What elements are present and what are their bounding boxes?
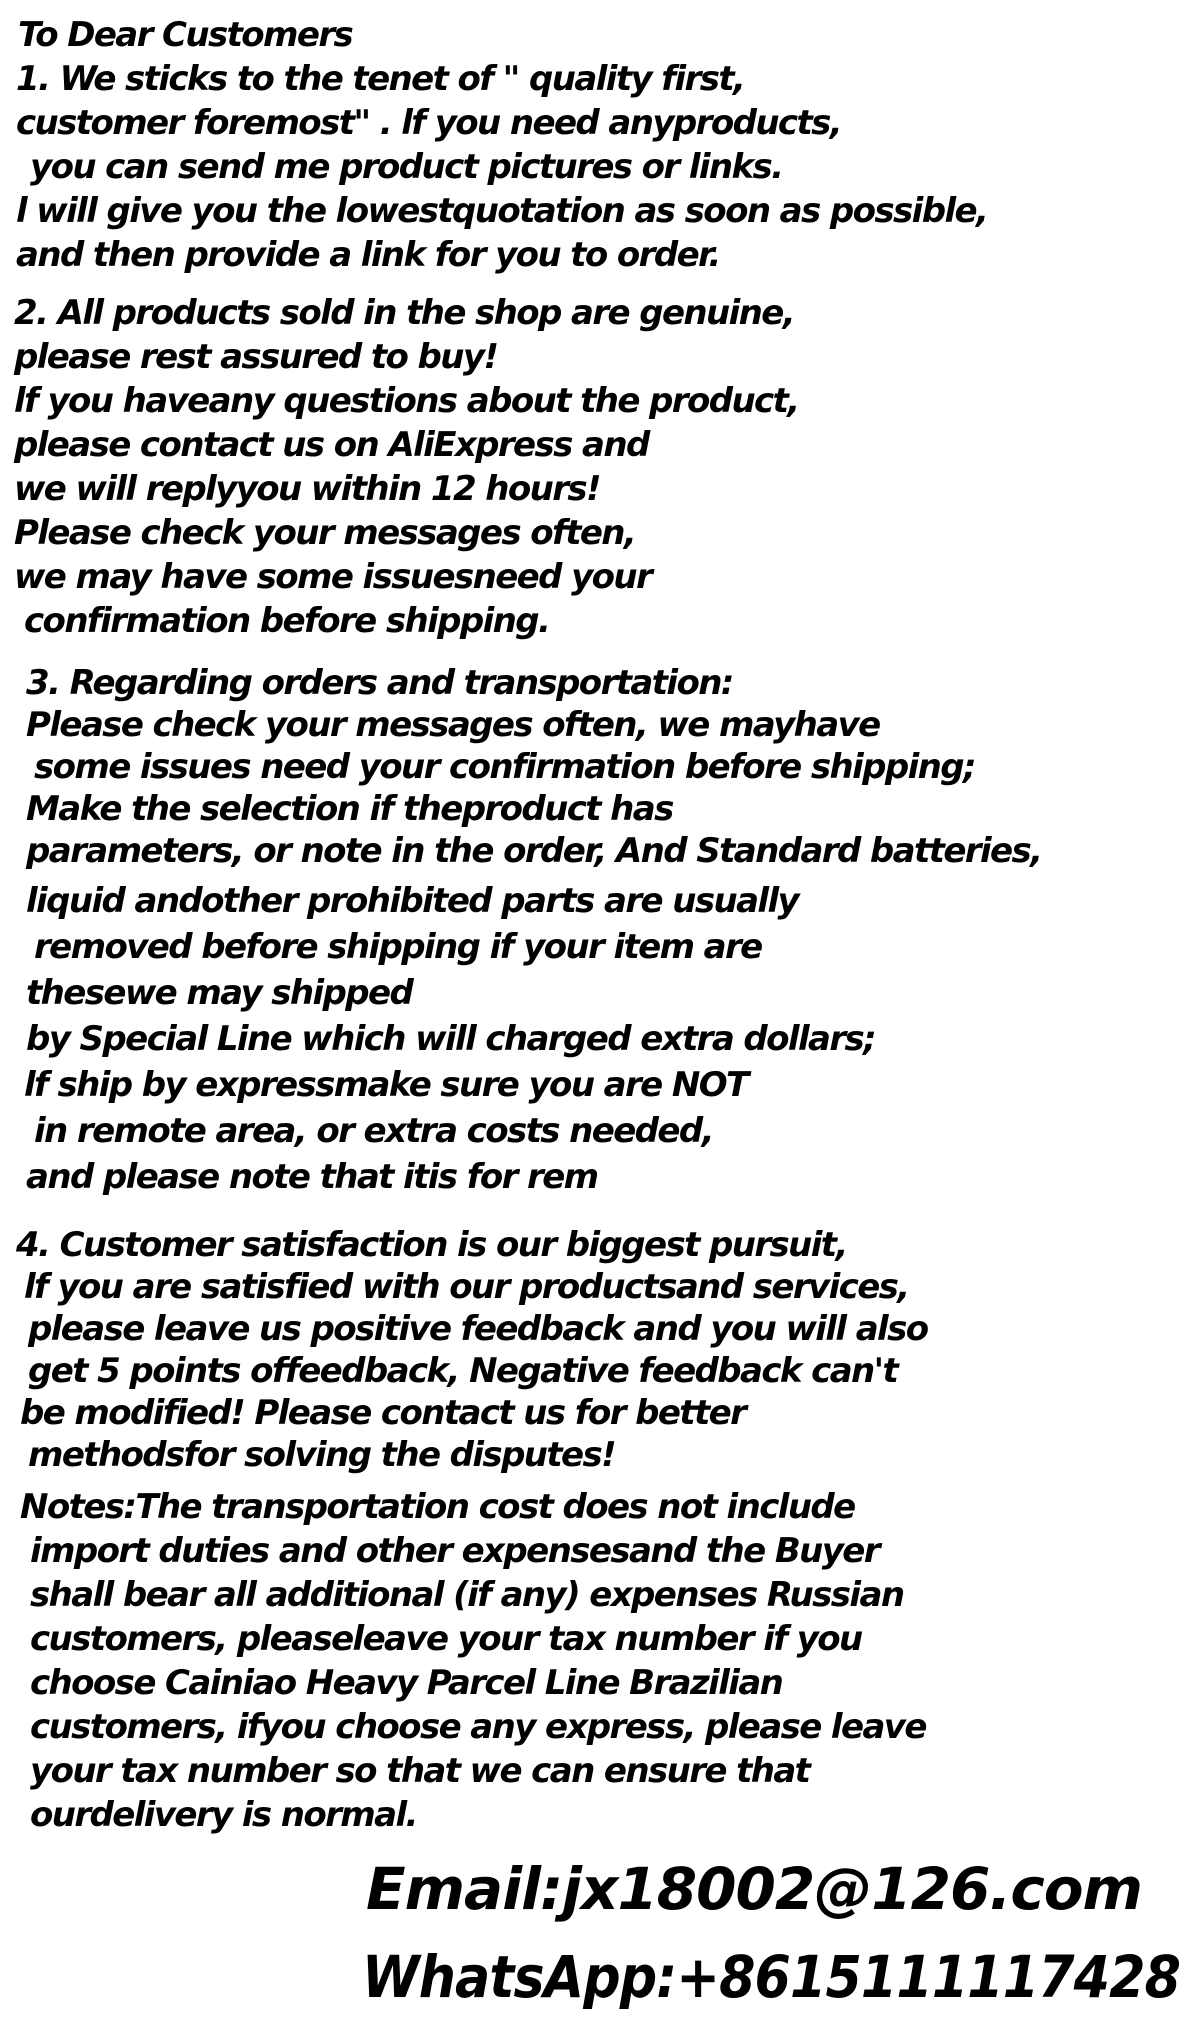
section2-line: Please check your messages often, [14,513,636,553]
section3-line: by Special Line which will charged extra dollars; [26,1019,876,1059]
section1-line: 1. We sticks to the tenet of " quality first, [16,59,745,99]
notes-line: ourdelivery is normal. [30,1795,417,1835]
section3-line: parameters, or note in the order, And Standard batteries, [26,831,1042,871]
section2-line: confirmation before shipping. [24,601,550,641]
section2-line: please rest assured to buy! [14,337,498,377]
notes-line: your tax number so that we can ensure that [30,1751,810,1791]
section4-line: be modified! Please contact us for better [20,1393,746,1433]
section2-line: please contact us on AliExpress and [14,425,649,465]
section3-line: and please note that itis for rem [26,1157,598,1197]
section1-line: l will give you the lowestquotation as soon as possible, [16,191,988,231]
notes-line: import duties and other expensesand the Buyer [30,1531,879,1571]
section4-line: methodsfor solving the disputes! [28,1435,616,1475]
section2-line: lf you haveany questions about the product, [14,381,799,421]
notes-line: choose Cainiao Heavy Parcel Line Brazilian [30,1663,783,1703]
section1-line: and then provide a link for you to order. [16,235,720,275]
notes-line: Notes:The transportation cost does not include [20,1487,855,1527]
section3-line: thesewe may shipped [26,973,413,1013]
contact-email: Email:jx18002@126.com [366,1855,1142,1923]
notice-title: To Dear Customers [18,15,353,55]
section4-line: please leave us positive feedback and you will also [28,1309,928,1349]
section2-line: 2. All products sold in the shop are genuine, [14,293,795,333]
notes-line: customers, pleaseleave your tax number if you [30,1619,862,1659]
contact-whatsapp: WhatsApp:+8615111117428 [362,1943,1181,2011]
notes-line: shall bear all additional (if any) expenses Russian [30,1575,904,1615]
section4-line: get 5 points offeedback, Negative feedback can't [28,1351,898,1391]
notes-line: customers, ifyou choose any express, please leave [30,1707,926,1747]
section1-line: customer foremost" . lf you need anyproducts, [16,103,842,143]
section4-line: lf you are satisfied with our productsand services, [24,1267,909,1307]
section3-line: 3. Regarding orders and transportation: [26,663,733,703]
section3-line: lf ship by expressmake sure you are NOT [24,1065,748,1105]
section3-line: Please check your messages often, we mayhave [26,705,880,745]
section1-line: you can send me product pictures or links. [30,147,783,187]
section3-line: in remote area, or extra costs needed, [34,1111,713,1151]
section2-line: we may have some issuesneed your [14,557,652,597]
section3-line: some issues need your confirmation before shipping; [34,747,976,787]
section3-line: liquid andother prohibited parts are usually [26,881,799,921]
section2-line: we will replyyou within 12 hours! [14,469,600,509]
section3-line: Make the selection if theproduct has [26,789,673,829]
section3-line: removed before shipping if your item are [34,927,762,967]
section4-line: 4. Customer satisfaction is our biggest pursuit, [16,1225,847,1265]
